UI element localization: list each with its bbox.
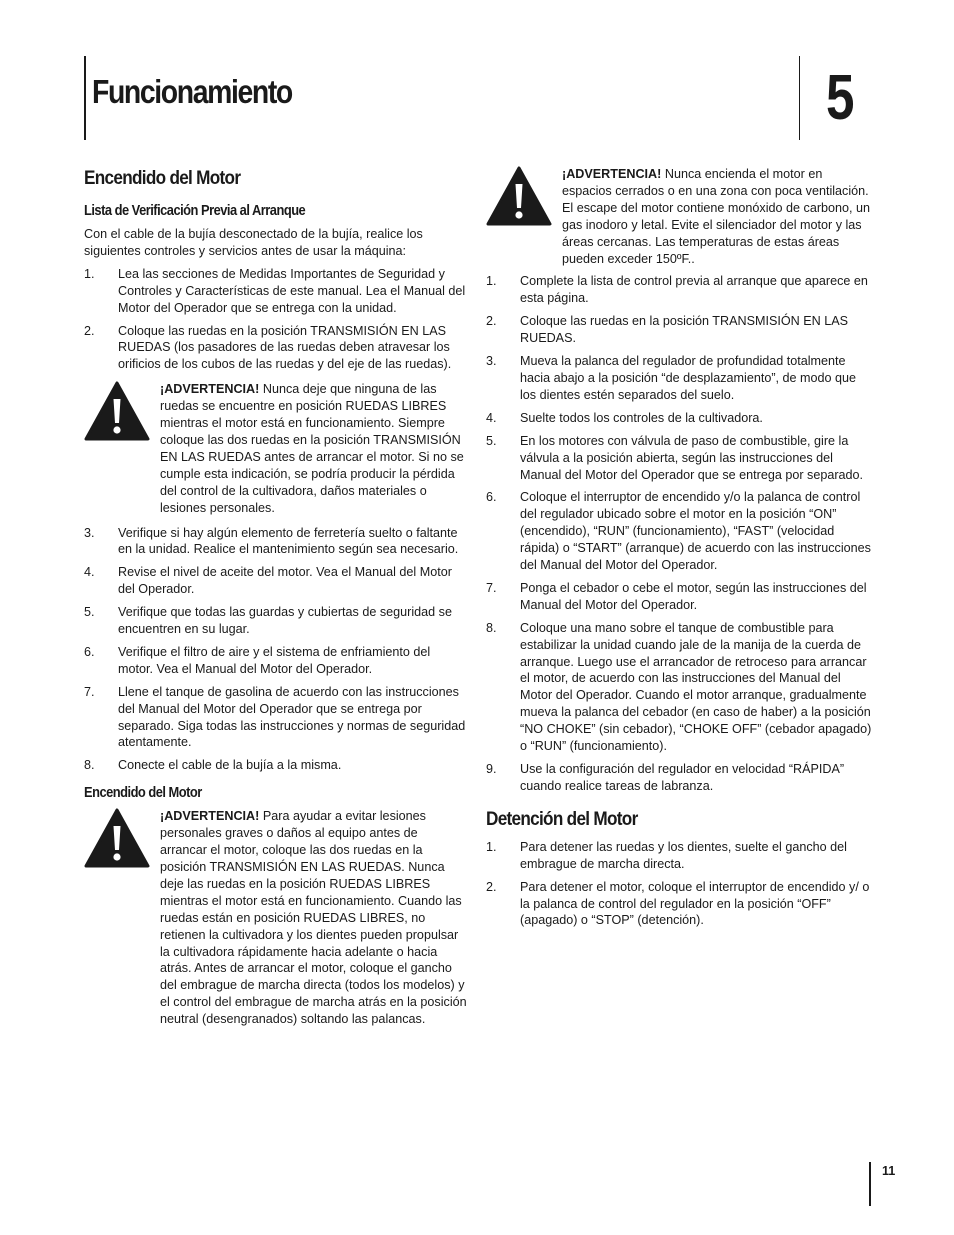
list-item: 8. Conecte el cable de la bujía a la misma. — [84, 758, 342, 773]
warning-triangle-icon — [84, 808, 150, 868]
list-item: 1. Para detener las ruedas y los dientes, suelte el gancho del embrague de marcha directa. — [486, 839, 847, 871]
list-item: 2. Para detener el motor, coloque el interruptor de encendido y/ o la palanca de control del regulador en la posición “OFF” (apagado) o “STOP” (detención). — [486, 879, 870, 928]
warning-text: ¡ADVERTENCIA! Nunca encienda el motor en espacios cerrados o en una zona con poca ventilación. El escape del motor contiene monóxido de carbono, un gas inodoro y letal. Evite el silenciador del motor y las áreas cercanas. Las temperaturas de estas áreas pueden exceder 150ºF.. — [562, 167, 871, 266]
list-item: 5. En los motores con válvula de paso de combustible, gire la válvula a la posición abierta, según las instrucciones del Manual del Motor del Operador que se entrega por separado. — [486, 433, 864, 482]
list-item: 3. Mueva la palanca del regulador de profundidad totalmente hacia abajo a la posición “de desplazamiento”, de modo que los dientes estén separados del suelo. — [486, 354, 857, 402]
chapter-rule — [799, 56, 800, 140]
stop-steps-list — [486, 839, 872, 930]
warning-block-start — [84, 808, 468, 1028]
list-item: 5. Verifique que todas las guardas y cubiertas de seguridad se encuentren en su lugar. — [84, 605, 452, 637]
page-number: 11 — [882, 1164, 896, 1178]
section-heading-stopping: Detención del Motor — [486, 807, 638, 830]
warning-triangle-icon — [84, 381, 150, 441]
warning-triangle-icon — [486, 166, 552, 226]
list-item: 2. Coloque las ruedas en la posición TRANSMISIÓN EN LAS RUEDAS. — [486, 314, 849, 346]
right-column — [486, 166, 872, 935]
list-item: 6. Verifique el filtro de aire y el sistema de enfriamiento del motor. Vea el Manual del Motor del Operador. — [84, 644, 431, 676]
list-item: 1. Lea las secciones de Medidas Importantes de Seguridad y Controles y Características de este manual. Lea el Manual del Motor del Operador que se entrega con la unidad. — [84, 266, 466, 315]
list-item: 1. Complete la lista de control previa al arranque que aparece en esta página. — [486, 274, 868, 306]
start-heading: Encendido del Motor — [84, 784, 202, 802]
page-number-rule — [869, 1162, 871, 1206]
checklist-list-a — [84, 266, 468, 373]
chapter-number: 5 — [826, 61, 853, 133]
warning-block-wheels — [84, 381, 468, 516]
list-item: 7. Ponga el cebador o cebe el motor, según las instrucciones del Manual del Motor del Operador. — [486, 580, 867, 612]
list-item: 2. Coloque las ruedas en la posición TRANSMISIÓN EN LAS RUEDAS (los pasadores de las ruedas deben atravesar los orificios de los cubos de las ruedas y del eje de las ruedas). — [84, 323, 452, 372]
page-title: Funcionamiento — [92, 73, 292, 110]
list-item: 7. Llene el tanque de gasolina de acuerdo con las instrucciones del Manual del Motor del Operador que se entrega por separado. Siga todas las instrucciones y normas de seguridad atentamente. — [84, 684, 466, 750]
checklist-intro: Con el cable de la bujía desconectado de la bujía, realice los siguientes controles y servicios antes de usar la máquina: — [84, 227, 423, 258]
section-heading-starting: Encendido del Motor — [84, 167, 241, 189]
checklist-heading: Lista de Verificación Previa al Arranque — [84, 202, 306, 219]
list-item: 4. Revise el nivel de aceite del motor. Vea el Manual del Motor del Operador. — [84, 565, 452, 597]
warning-text: ¡ADVERTENCIA! Nunca deje que ninguna de las ruedas se encuentre en posición RUEDAS LIBRES mientras el motor está en funcionamiento. Siempre coloque las dos ruedas en la posición TRANSMISIÓN EN LAS RUEDAS antes de arrancar el motor. Si no se cumple esta indicación, se podría producir la pérdida del control de la cultivadora, daños materiales o lesiones personales. — [160, 382, 464, 515]
warning-block-ventilation — [486, 166, 872, 267]
left-column — [84, 166, 468, 1036]
list-item: 6. Coloque el interruptor de encendido y/o la palanca de control del regulador ubicado sobre el motor en la posición “ON” (encendido), “RUN” (funcionamiento), “FAST” (velocidad rápida) o “START” (arranque) de acuerdo con las instrucciones del Manual del Motor del Operador. — [486, 490, 871, 573]
start-steps-list — [486, 273, 872, 794]
list-item: 3. Verifique si hay algún elemento de ferretería suelto o faltante en la unidad. Realice el mantenimiento según sea necesario. — [84, 525, 459, 557]
list-item: 8. Coloque una mano sobre el tanque de combustible para estabilizar la unidad cuando jale de la manija de la cuerda de arranque. Luego use el arrancador de retroceso para arrancar el motor, de acuerdo con las instrucciones del Manual del Motor del Operador. Cuando el motor arranque, gradualmente mueva la palanca del cebador (en caso de haber) a la posición “NO CHOKE” (sin cebador), “CHOKE OFF” (cebador apagado) o “RUN” (funcionamiento). — [486, 620, 872, 754]
list-item: 4. Suelte todos los controles de la cultivadora. — [486, 410, 763, 425]
title-rule — [84, 56, 86, 140]
list-item: 9. Use la configuración del regulador en velocidad “RÁPIDA” cuando realice tareas de labranza. — [486, 762, 845, 793]
warning-text: ¡ADVERTENCIA! Para ayudar a evitar lesiones personales graves o daños al equipo antes de arrancar el motor, coloque las dos ruedas en la posición TRANSMISIÓN EN LAS RUEDAS. Nunca deje las ruedas en la posición RUEDAS LIBRES mientras el motor está en funcionamiento. Cuando las ruedas están en posición RUEDAS LIBRES, no retienen la cultivadora y los dientes pueden propulsar la cultivadora rápidamente hacia adelante o hacia atrás. Antes de arrancar el motor, coloque el gancho del embrague de marcha directa (todos los modelos) y el control del embrague de marcha atrás en la posición neutral (desengranados) soltando las palancas. — [160, 809, 467, 1027]
checklist-list-b — [84, 525, 468, 775]
